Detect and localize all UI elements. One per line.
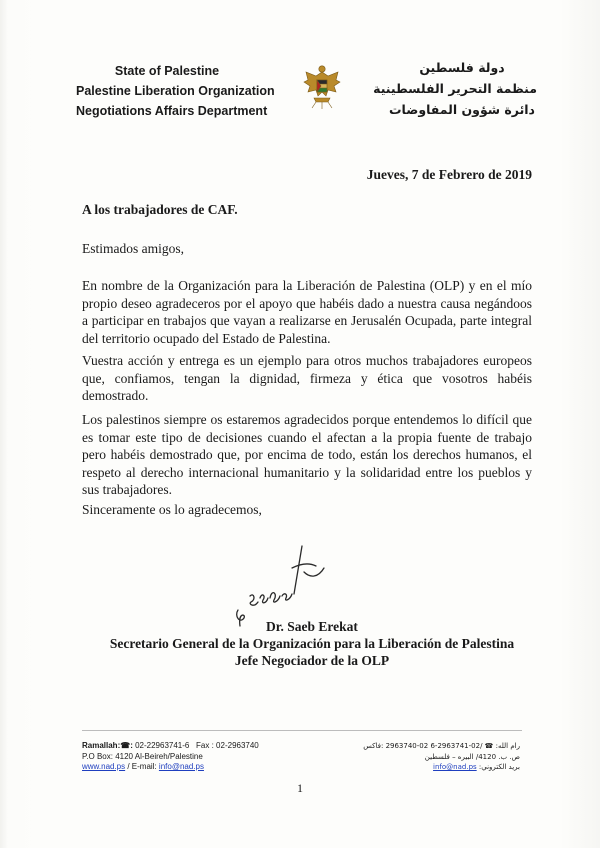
signatory-title-1: Secretario General de la Organización para la Liberación de Palestina — [109, 636, 515, 651]
footer-contact-english — [82, 741, 259, 773]
body-paragraph-3: Los palestinos siempre os estaremos agradecidos porque entendemos lo difícil que es tomar este tipo de decisiones cuando el afectan a la propia fuente de trabajo pero habéis demostrado que, por encima de todo, están los derechos humanos, el respeto al derecho internacional humanitario y la solidaridad entre los pueblos y sus trabajadores. — [82, 412, 532, 498]
footer-ar-email-link[interactable]: info@nad.ps — [433, 763, 477, 771]
footer-website-link[interactable]: www.nad.ps — [82, 762, 126, 771]
letter-closing: Sinceramente os lo agradecemos, — [82, 502, 262, 517]
header-department: Negotiations Affairs Department — [76, 104, 268, 118]
header-organization-ar: منظمة التحرير الفلسطينية — [373, 81, 537, 96]
letter-recipient: A los trabajadores de CAF. — [82, 202, 238, 217]
footer-ramallah-label: Ramallah: — [82, 741, 121, 750]
header-organization: Palestine Liberation Organization — [76, 84, 275, 98]
footer-address: P.O Box: 4120 Al-Beireh/Palestine — [82, 751, 203, 761]
page-number: 1 — [297, 781, 303, 795]
footer-phone: 02-22963741-6 — [132, 741, 190, 750]
letter-greeting: Estimados amigos, — [82, 241, 184, 256]
header-arabic — [373, 57, 537, 120]
signature-block — [82, 618, 542, 669]
footer-ar-email-label: بريد الكتروني: — [476, 763, 520, 771]
header-department-ar: دائرة شؤون المفاوضات — [389, 102, 535, 117]
letter-date: Jueves, 7 de Febrero de 2019 — [366, 167, 532, 182]
footer-divider — [82, 730, 522, 731]
footer-contact-arabic — [363, 741, 520, 773]
eagle-emblem-icon — [302, 62, 342, 110]
header-state: State of Palestine — [114, 64, 220, 78]
phone-icon: ☎: — [120, 741, 133, 750]
header-english — [76, 61, 275, 121]
signatory-name: Dr. Saeb Erekat — [266, 619, 358, 634]
footer-ar-line-1: رام الله: ☎ /02-2963741-6 02-2963740 :فاكس — [363, 742, 520, 750]
footer-email-link[interactable]: info@nad.ps — [158, 762, 204, 771]
body-paragraph-2: Vuestra acción y entrega es un ejemplo para otros muchos trabajadores europeos que, confiamos, tengan la dignidad, firmeza y ética que vosotros habéis demostrado. — [82, 353, 532, 404]
header-state-ar: دولة فلسطين — [419, 60, 505, 75]
signatory-title-2: Jefe Negociador de la OLP — [234, 653, 390, 668]
footer-fax: Fax : 02-2963740 — [196, 741, 259, 750]
footer-email-label: / E-mail: — [125, 762, 159, 771]
body-paragraph-1: En nombre de la Organización para la Liberación de Palestina (OLP) y en el mío propio deseo agradeceros por el apoyo que habéis dado a nuestra causa negándoos a participar en trabajos que vayan a realizarse en Jerusalén Ocupada, parte integral del territorio ocupado del Estado de Palestina. — [82, 278, 532, 346]
footer-ar-line-2: ص. ب. 4120/ البيره – فلسطين — [424, 752, 520, 761]
